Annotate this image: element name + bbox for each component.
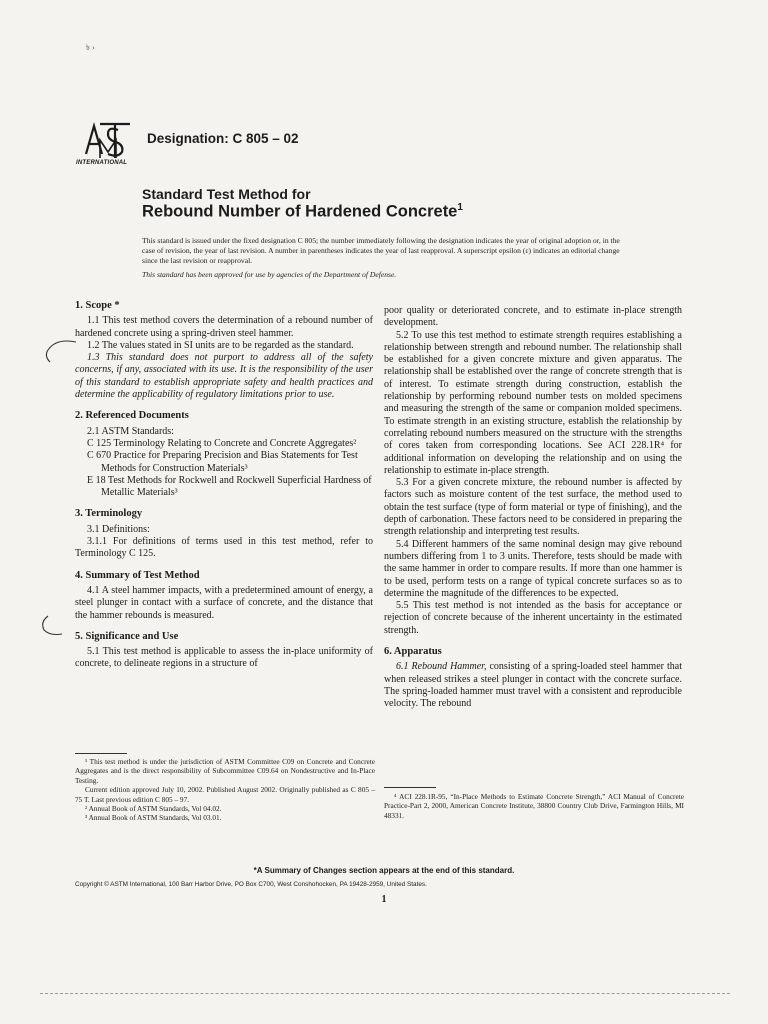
approval-note: This standard has been approved for use by agencies of the Department of Defense.	[142, 270, 397, 279]
paragraph-2-1: 2.1 ASTM Standards:	[87, 425, 174, 437]
paragraph-5-1: 5.1 This test method is applicable to assess the in-place uniformity of concrete, to delineate regions in a structure of	[75, 646, 373, 670]
reference-c125: C 125 Terminology Relating to Concrete and Concrete Aggregates²	[87, 437, 357, 449]
footnote-1-edition: Current edition approved July 10, 2002. Published August 2002. Originally published as C 805 – 75 T. Last previous edition C 805 – 97.	[75, 785, 375, 804]
corner-mark: ৳ ›	[86, 43, 95, 52]
pen-mark-icon	[42, 336, 78, 366]
standard-note: This standard is issued under the fixed designation C 805; the number immediately following the designation indicates the year of original adoption or, in the case of revision, the year of last revision. A number in parentheses indicates the year of last reapproval. A superscript epsilon (ε) indicates an editorial change since the last revision or reapproval.	[142, 236, 620, 265]
paragraph-5-4: 5.4 Different hammers of the same nominal design may give rebound numbers differing from 1 to 3 units. Therefore, tests should be made with the same hammer in order to compare results. If more than one hammer is to be used, perform tests on a range of typical concrete surfaces so as to determine the magnitude of the differences to be expected.	[384, 538, 682, 599]
scan-edge-line	[40, 993, 730, 994]
rebound-hammer-label: 6.1 Rebound Hammer,	[396, 661, 487, 673]
section-heading-scope: 1. Scope *	[75, 300, 120, 311]
footnote-4: ⁴ ACI 228.1R-95, “In-Place Methods to Estimate Concrete Strength,” ACI Manual of Concrete Practice-Part 2, 2000, American Concrete Institute, 38800 Country Club Drive, Farmington Hills, MI 48331.	[384, 792, 684, 820]
title-footnote-mark: 1	[457, 202, 463, 213]
footnote-rule-left	[75, 753, 127, 754]
summary-of-changes-note: *A Summary of Changes section appears at the end of this standard.	[253, 866, 515, 875]
footnotes-left	[75, 757, 375, 823]
reference-e18: E 18 Test Methods for Rockwell and Rockwell Superficial Hardness of Metallic Materials³	[87, 474, 372, 499]
reference-c670: C 670 Practice for Preparing Precision and Bias Statements for Test Methods for Construction Materials³	[87, 450, 358, 474]
designation: Designation: C 805 – 02	[147, 131, 299, 146]
section-heading-referenced-documents: 2. Referenced Documents	[75, 410, 189, 422]
paragraph-3-1: 3.1 Definitions:	[87, 523, 150, 535]
page-number: 1	[381, 894, 387, 905]
footnotes-right	[384, 792, 684, 820]
paragraph-5-5: 5.5 This test method is not intended as the basis for acceptance or rejection of concrete because of the inherent uncertainty in the estimated strength.	[384, 600, 682, 636]
copyright-line: Copyright © ASTM International, 100 Barr Harbor Drive, PO Box C700, West Conshohocken, PA 19428-2959, United States.	[75, 881, 427, 888]
section-heading-terminology: 3. Terminology	[75, 508, 143, 520]
rebound-hammer-text: consisting of a spring-loaded steel hammer that when released strikes a steel plunger in contact with the concrete surface. The spring-loaded hammer must travel with a consistent and reproducible velocity. The rebound	[384, 661, 682, 710]
paragraph-1-2: 1.2 The values stated in SI units are to be regarded as the standard.	[87, 339, 354, 351]
section-heading-apparatus: 6. Apparatus	[384, 646, 442, 658]
title-line-2	[142, 202, 463, 222]
left-column	[75, 300, 373, 671]
document-title: Rebound Number of Hardened Concrete	[142, 202, 458, 221]
paragraph-5-1-continued: poor quality or deteriorated concrete, and to estimate in-place strength development.	[384, 305, 682, 329]
footnote-1: ¹ This test method is under the jurisdiction of ASTM Committee C09 on Concrete and Concrete Aggregates and is the direct responsibility of Subcommittee C09.64 on Nondestructive and In-Place Testing.	[75, 757, 375, 785]
paragraph-4-1: 4.1 A steel hammer impacts, with a predetermined amount of energy, a steel plunger in contact with a surface of concrete, and the distance that the hammer rebounds is measured.	[75, 584, 373, 621]
paragraph-5-2: 5.2 To use this test method to estimate strength requires establishing a relationship between strength and rebound number. The relationship shall be established for a given concrete mixture and given apparatus. The relationship shall be established over the range of concrete strength that is of interest. To estimate strength during construction, establish the relationship by performing rebound number tests on molded specimens and measuring the strength of the same or companion molded specimens. To estimate strength in an existing structure, establish the relationship by correlating rebound numbers measured on the structure with the strengths of cores taken from corresponding locations. See ACI 228.1R⁴ for additional information on developing the relationship and on using the relationship to estimate in-place strength.	[384, 329, 682, 476]
title-line-1: Standard Test Method for	[142, 186, 311, 202]
right-column	[384, 305, 682, 711]
logo-caption: INTERNATIONAL	[76, 160, 128, 166]
paragraph-6-1	[384, 661, 682, 710]
paragraph-3-1-1: 3.1.1 For definitions of terms used in this test method, refer to Terminology C 125.	[75, 536, 373, 560]
paragraph-1-1: 1.1 This test method covers the determination of a rebound number of hardened concrete using a spring-driven steel hammer.	[75, 315, 373, 339]
pen-mark-icon	[36, 612, 72, 640]
footnote-rule-right	[384, 787, 436, 788]
footnote-2: ² Annual Book of ASTM Standards, Vol 04.02.	[85, 804, 222, 814]
paragraph-1-3: 1.3 This standard does not purport to address all of the safety concerns, if any, associated with its use. It is the responsibility of the user of this standard to establish appropriate safety and health practices and determine the applicability of regulatory limitations prior to use.	[75, 352, 373, 401]
section-heading-significance: 5. Significance and Use	[75, 630, 179, 642]
paragraph-5-3: 5.3 For a given concrete mixture, the rebound number is affected by factors such as moisture content of the test surface, the method used to obtain the test surface (type of form material or type of finishing), and the depth of carbonation. These factors need to be considered in preparing the strength relationship and interpreting test results.	[384, 477, 682, 538]
section-heading-summary: 4. Summary of Test Method	[75, 569, 200, 581]
footnote-3: ³ Annual Book of ASTM Standards, Vol 03.01.	[85, 813, 222, 823]
